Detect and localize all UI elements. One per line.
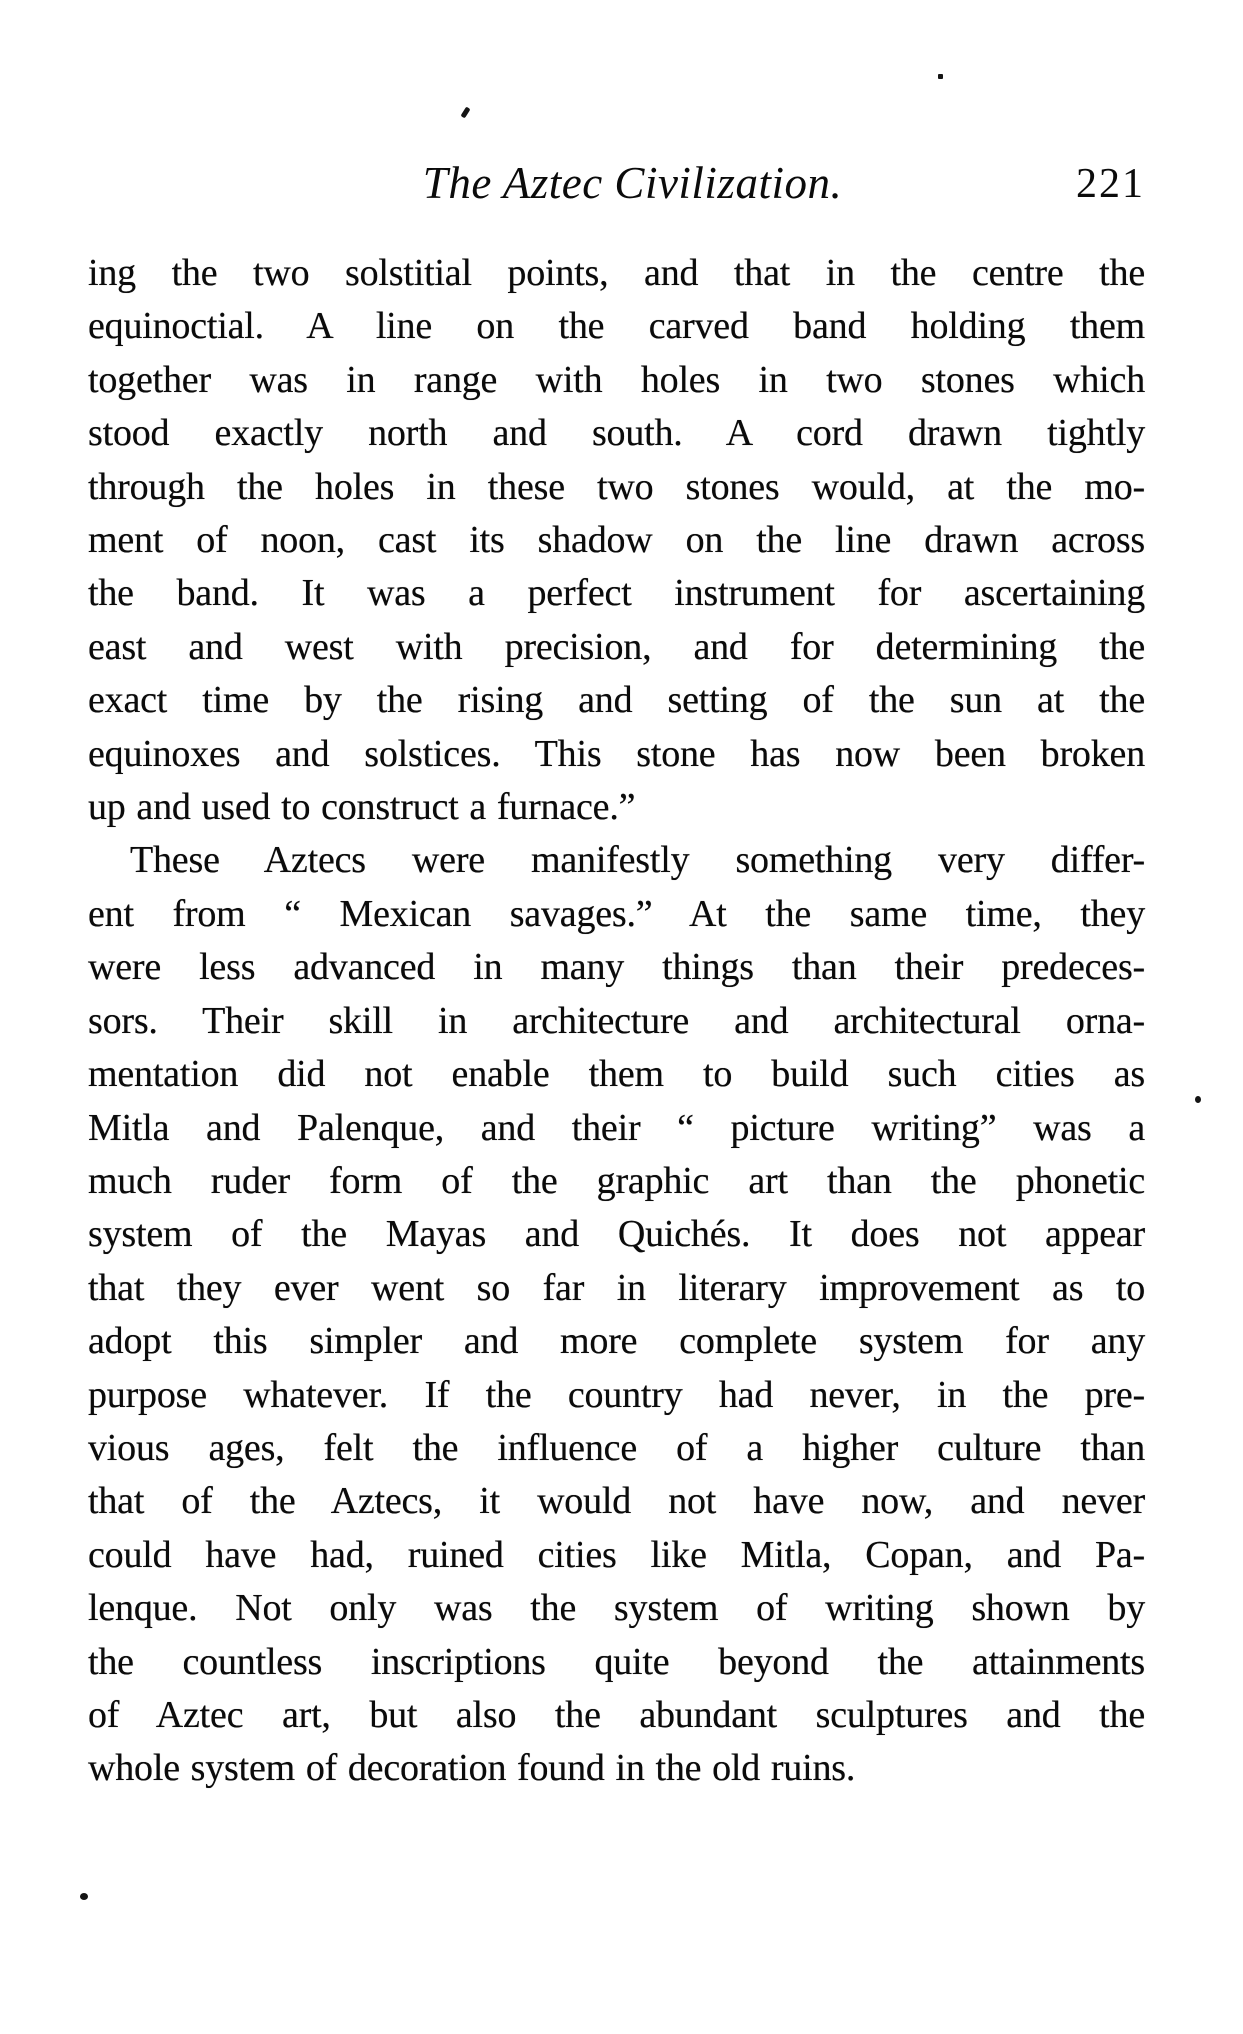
scan-speck — [80, 1893, 88, 1900]
text-line: could have had, ruined cities like Mitla, Copan, and Pa- — [88, 1533, 1145, 1576]
text-line: ing the two solstitial points, and that in the centre the — [88, 252, 1145, 294]
text-line: ent from “ Mexican savages.” At the same time, they — [88, 892, 1145, 935]
text-line: equinoctial. A line on the carved band holding them — [88, 305, 1145, 348]
text-line: sors. Their skill in architecture and architectural orna- — [88, 999, 1145, 1042]
body-text — [88, 247, 1145, 1796]
text-line: up and used to construct a furnace.” — [88, 786, 636, 829]
text-line: purpose whatever. If the country had never, in the pre- — [88, 1373, 1145, 1416]
text-line: exact time by the rising and setting of the sun at the — [88, 679, 1145, 722]
text-line: adopt this simpler and more complete system for any — [88, 1320, 1145, 1363]
text-line: of Aztec art, but also the abundant sculptures and the — [88, 1693, 1145, 1736]
text-line: equinoxes and solstices. This stone has now been broken — [88, 732, 1145, 775]
page-header — [88, 158, 1145, 210]
text-line: mentation did not enable them to build such cities as — [88, 1053, 1145, 1096]
text-line: Mitla and Palenque, and their “ picture writing” was a — [88, 1106, 1145, 1149]
text-line: the countless inscriptions quite beyond the attainments — [88, 1640, 1145, 1683]
text-line: together was in range with holes in two stones which — [88, 358, 1145, 401]
scan-speck — [1195, 1096, 1201, 1103]
running-title: The Aztec Civilization. — [422, 158, 843, 208]
text-line: lenque. Not only was the system of writing shown by — [88, 1587, 1145, 1630]
text-line: east and west with precision, and for determining the — [88, 625, 1145, 668]
text-line: that they ever went so far in literary improvement as to — [88, 1266, 1145, 1309]
text-line: These Aztecs were manifestly something very differ- — [130, 839, 1145, 882]
text-line: ment of noon, cast its shadow on the line drawn across — [88, 519, 1145, 562]
scan-speck — [938, 74, 943, 79]
paragraph — [88, 834, 1145, 1795]
text-line: vious ages, felt the influence of a higher culture than — [88, 1426, 1145, 1469]
text-line: were less advanced in many things than their predeces- — [88, 946, 1145, 989]
scan-speck — [460, 107, 470, 119]
paragraph — [88, 247, 1145, 834]
text-line: the band. It was a perfect instrument for ascertaining — [88, 572, 1145, 615]
text-line: through the holes in these two stones would, at the mo- — [88, 465, 1145, 508]
text-line: system of the Mayas and Quichés. It does not appear — [88, 1213, 1145, 1256]
text-line: much ruder form of the graphic art than the phonetic — [88, 1159, 1145, 1202]
page-number: 221 — [1076, 161, 1145, 207]
text-line: stood exactly north and south. A cord drawn tightly — [88, 412, 1145, 455]
text-line: whole system of decoration found in the old ruins. — [88, 1747, 856, 1790]
text-line: that of the Aztecs, it would not have now, and never — [88, 1480, 1145, 1523]
